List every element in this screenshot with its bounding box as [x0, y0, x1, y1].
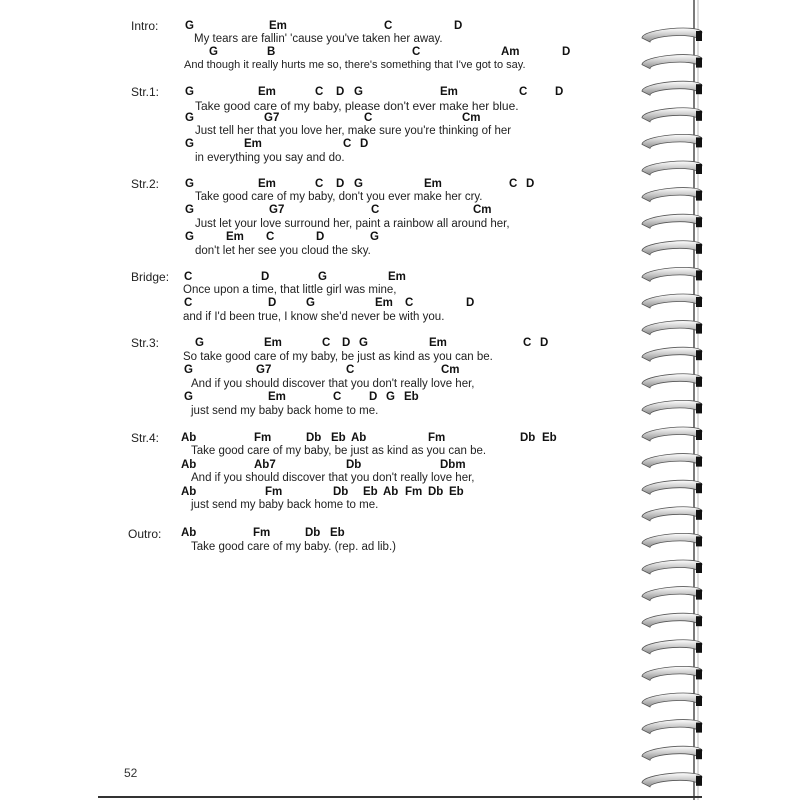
spiral-coil	[642, 693, 702, 707]
chord: C	[184, 271, 193, 283]
binding-hole	[696, 217, 702, 227]
chord: G	[185, 231, 194, 243]
chord: Ab	[181, 459, 197, 471]
lyric-line: Take good care of my baby, don't you ever make her cry.	[195, 191, 483, 203]
binding-hole	[696, 137, 702, 147]
section-label-outro: Outro:	[128, 527, 162, 541]
chord: Fm	[254, 432, 272, 444]
binding-hole	[696, 510, 702, 520]
chord: C	[364, 112, 373, 124]
chord: Em	[258, 86, 276, 98]
chord: D	[261, 271, 270, 283]
spiral-coil	[642, 188, 702, 202]
chord: G	[370, 231, 379, 243]
binding-hole	[696, 457, 702, 467]
chord: C	[371, 204, 380, 216]
spiral-coil	[642, 267, 702, 281]
spiral-coil	[642, 533, 702, 547]
chord: D	[555, 86, 564, 98]
chord: Eb	[449, 486, 464, 498]
binding-hole	[696, 536, 702, 546]
chord: Em	[258, 178, 276, 190]
spiral-coil	[642, 507, 702, 521]
binding-hole	[696, 483, 702, 493]
page-edge	[98, 796, 702, 798]
spiral-coil	[642, 666, 702, 680]
chord: C	[343, 138, 352, 150]
binding-hole	[696, 84, 702, 94]
binding-hole	[696, 31, 702, 41]
chord: Am	[501, 46, 520, 58]
binding-hole	[696, 563, 702, 573]
chord: Em	[264, 337, 282, 349]
chord: D	[369, 391, 378, 403]
chord: Em	[375, 297, 393, 309]
section-label-bridge: Bridge:	[131, 270, 170, 284]
chord: Fm	[253, 527, 271, 539]
chord: G	[354, 86, 363, 98]
chord: Em	[388, 271, 406, 283]
binding-hole	[696, 270, 702, 280]
chord: Ab	[181, 432, 197, 444]
chord: G	[306, 297, 315, 309]
binding-hole	[696, 244, 702, 254]
chord: Ab	[351, 432, 367, 444]
lyric-line: And if you should discover that you don't really love her,	[191, 378, 475, 390]
chord: C	[346, 364, 355, 376]
lyric-line: and if I'd been true, I know she'd never be with you.	[183, 311, 445, 323]
binding-hole	[696, 669, 702, 679]
spiral-coil	[642, 400, 702, 414]
chord: C	[184, 297, 193, 309]
section-label-intro: Intro:	[131, 19, 159, 33]
chord: G7	[264, 112, 280, 124]
chord: Em	[440, 86, 458, 98]
chord: G	[184, 364, 193, 376]
lyric-line: Take good care of my baby, be just as kind as you can be.	[191, 445, 487, 457]
chord: G	[185, 204, 194, 216]
chord: Dbm	[440, 459, 466, 471]
chord: Em	[244, 138, 262, 150]
spiral-coil	[642, 214, 702, 228]
chord: B	[267, 46, 276, 58]
binding-hole	[696, 377, 702, 387]
spiral-coil	[642, 321, 702, 335]
chord: C	[322, 337, 331, 349]
chord: Eb	[330, 527, 345, 539]
binding-hole	[696, 324, 702, 334]
binding-hole	[696, 776, 702, 786]
lyric-line: just send my baby back home to me.	[191, 499, 379, 511]
spiral-coil	[642, 81, 702, 95]
chord: Db	[305, 527, 321, 539]
chord: C	[412, 46, 421, 58]
spiral-coil	[642, 134, 702, 148]
chord: C	[523, 337, 532, 349]
chord: Db	[346, 459, 362, 471]
spiral-coil	[642, 480, 702, 494]
chord: G	[184, 391, 193, 403]
chord: D	[336, 86, 345, 98]
chord: Em	[268, 391, 286, 403]
spiral-coil	[642, 55, 702, 69]
binding-hole	[696, 696, 702, 706]
chord: Ab	[383, 486, 399, 498]
section-label-str1: Str.1:	[131, 85, 160, 99]
chord: Em	[269, 20, 287, 32]
chord: D	[540, 337, 549, 349]
lyric-line: don't let her see you cloud the sky.	[195, 245, 371, 257]
lyric-line: My tears are fallin' 'cause you've taken her away.	[194, 33, 443, 45]
chord: Cm	[462, 112, 481, 124]
lyric-line: And if you should discover that you don't really love her,	[191, 472, 475, 484]
chord: G	[354, 178, 363, 190]
chord: G	[209, 46, 218, 58]
lyric-line: Just tell her that you love her, make sure you're thinking of her	[195, 125, 512, 137]
chord: Eb	[404, 391, 419, 403]
binding-hole	[696, 643, 702, 653]
lyric-line: Take good care of my baby, please don't ever make her blue.	[195, 99, 519, 113]
binding-hole	[696, 723, 702, 733]
chord: D	[316, 231, 325, 243]
chord: Eb	[542, 432, 557, 444]
lyric-line: So take good care of my baby, be just as kind as you can be.	[183, 351, 493, 363]
spiral-coil	[642, 108, 702, 122]
chord: Em	[429, 337, 447, 349]
chord: Fm	[428, 432, 446, 444]
chord: G7	[269, 204, 285, 216]
binding-hole	[696, 191, 702, 201]
chord: Eb	[331, 432, 346, 444]
chord: Ab	[181, 527, 197, 539]
chord: Db	[333, 486, 349, 498]
section-label-str3: Str.3:	[131, 336, 160, 350]
spiral-coil	[642, 161, 702, 175]
spiral-coil	[642, 427, 702, 441]
chord: G	[185, 138, 194, 150]
binding-hole	[696, 616, 702, 626]
chord: G7	[256, 364, 272, 376]
chord: D	[526, 178, 535, 190]
chord: G	[386, 391, 395, 403]
spiral-coil	[642, 640, 702, 654]
page-number: 52	[124, 766, 138, 780]
chord: C	[315, 178, 324, 190]
binding-hole	[696, 111, 702, 121]
spiral-coil	[642, 241, 702, 255]
lyric-line: in everything you say and do.	[195, 152, 345, 164]
lyric-line: Once upon a time, that little girl was mine,	[183, 284, 397, 296]
chord: Fm	[405, 486, 423, 498]
chord: Ab	[181, 486, 197, 498]
spiral-coil	[642, 560, 702, 574]
spiral-coil	[642, 587, 702, 601]
chord: Eb	[363, 486, 378, 498]
chord: D	[342, 337, 351, 349]
binding-hole	[696, 350, 702, 360]
chord: D	[360, 138, 369, 150]
chord: Cm	[441, 364, 460, 376]
spiral-coil	[642, 374, 702, 388]
chord: D	[454, 20, 463, 32]
chord: Em	[424, 178, 442, 190]
chord: Cm	[473, 204, 492, 216]
chord: G	[359, 337, 368, 349]
lyric-line: just send my baby back home to me.	[191, 405, 379, 417]
chord: D	[466, 297, 475, 309]
spiral-coil	[642, 454, 702, 468]
chord: Ab7	[254, 459, 276, 471]
chord: G	[185, 20, 194, 32]
chord: D	[268, 297, 277, 309]
chord: G	[185, 86, 194, 98]
lyric-line: Take good care of my baby. (rep. ad lib.)	[191, 541, 396, 553]
lyric-line: Just let your love surround her, paint a rainbow all around her,	[195, 218, 510, 230]
spiral-coil	[642, 347, 702, 361]
chord: C	[315, 86, 324, 98]
spiral-binding	[636, 0, 716, 800]
binding-hole	[696, 164, 702, 174]
spiral-coil	[642, 746, 702, 760]
chord: C	[405, 297, 414, 309]
chord: C	[509, 178, 518, 190]
chord: C	[266, 231, 275, 243]
spiral-coil	[642, 720, 702, 734]
chord: Db	[520, 432, 536, 444]
chord: C	[519, 86, 528, 98]
section-label-str2: Str.2:	[131, 177, 160, 191]
binding-hole	[696, 590, 702, 600]
spiral-coil	[642, 294, 702, 308]
binding-hole	[696, 403, 702, 413]
chord: G	[185, 178, 194, 190]
chord: D	[336, 178, 345, 190]
lyric-line: And though it really hurts me so, there's something that I've got to say.	[184, 59, 526, 71]
chord: Em	[226, 231, 244, 243]
binding-hole	[696, 430, 702, 440]
spiral-coil	[642, 28, 702, 42]
chord: Fm	[265, 486, 283, 498]
chord: Db	[428, 486, 444, 498]
chord: Db	[306, 432, 322, 444]
section-label-str4: Str.4:	[131, 431, 160, 445]
spiral-coil	[642, 613, 702, 627]
binding-hole	[696, 749, 702, 759]
chord: G	[195, 337, 204, 349]
chord: C	[384, 20, 393, 32]
chord: G	[185, 112, 194, 124]
spiral-coil	[642, 773, 702, 787]
chord: D	[562, 46, 571, 58]
binding-hole	[696, 58, 702, 68]
chord: C	[333, 391, 342, 403]
binding-hole	[696, 297, 702, 307]
chord: G	[318, 271, 327, 283]
